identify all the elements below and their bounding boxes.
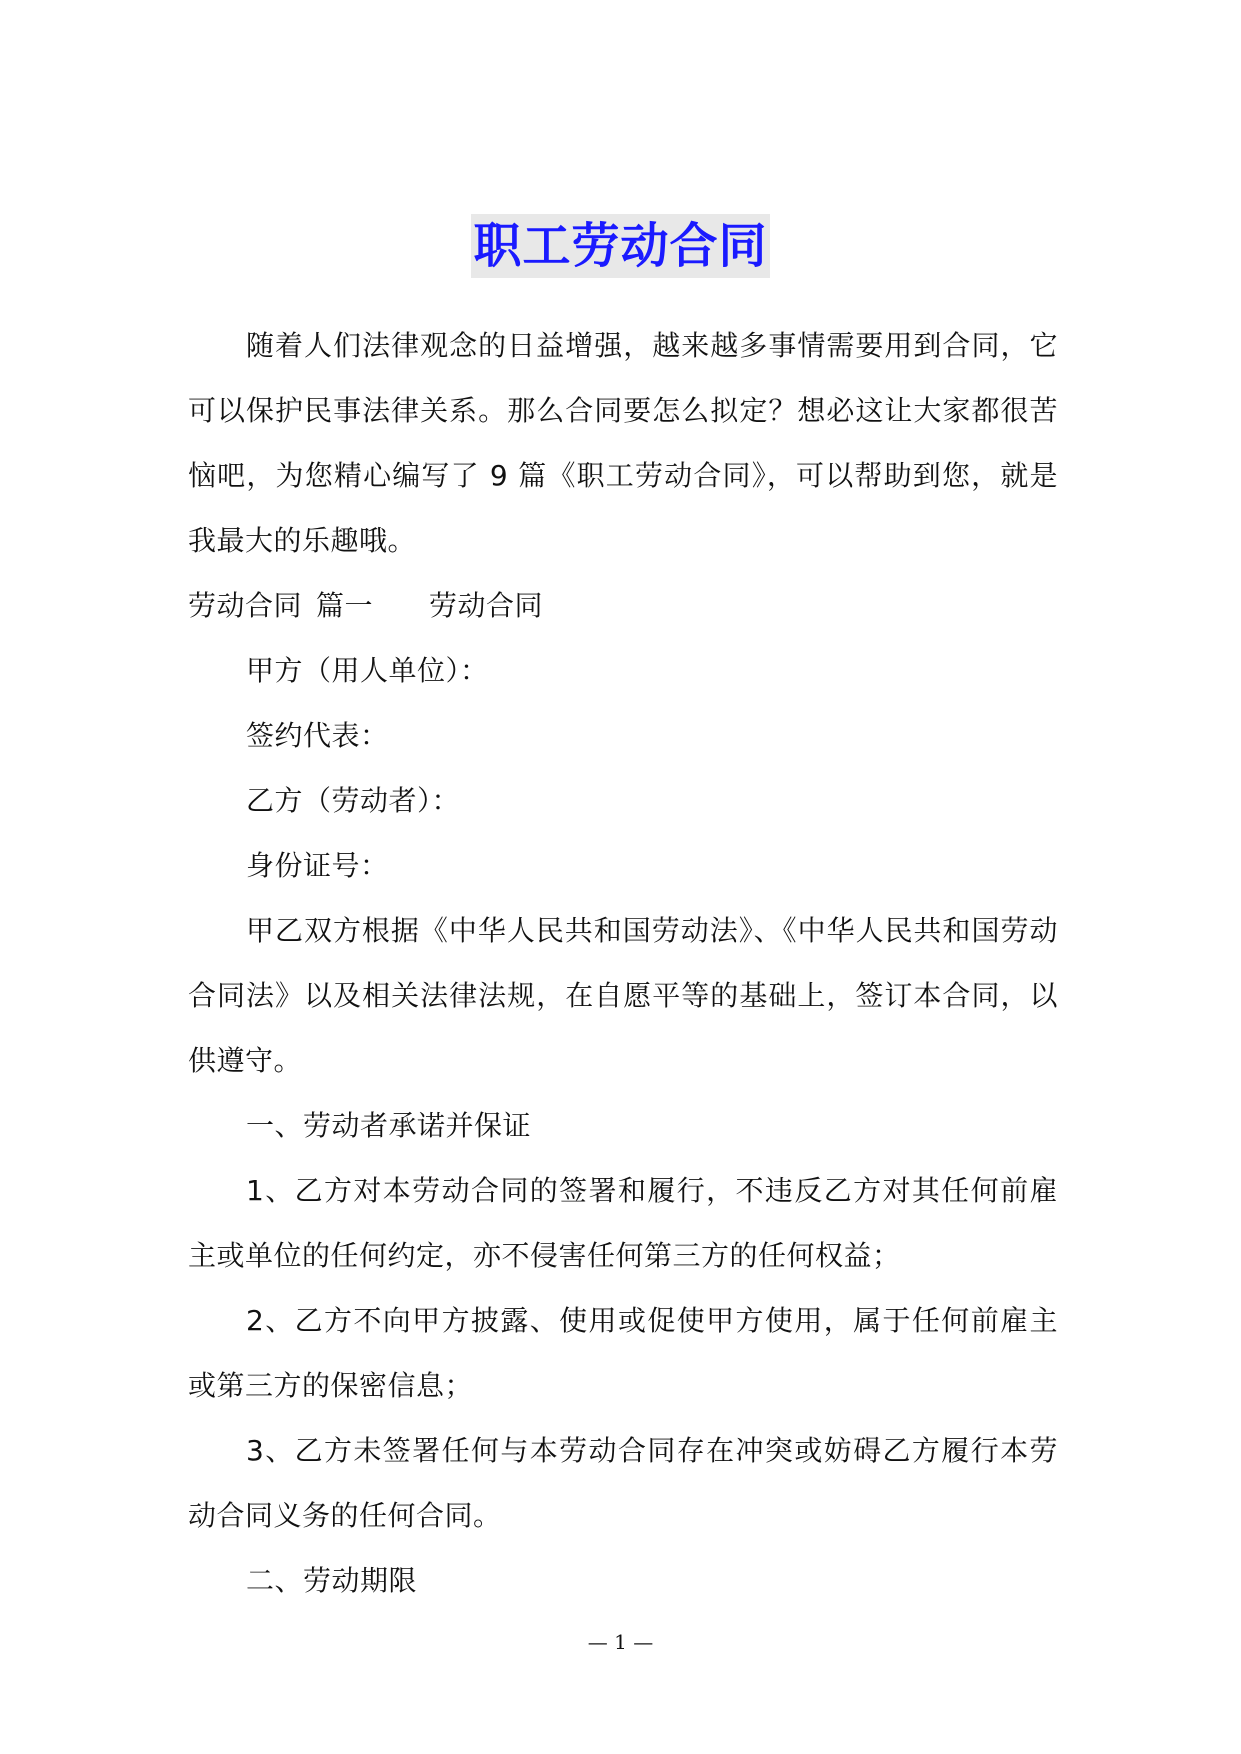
clause1-heading: 一、劳动者承诺并保证 xyxy=(246,1109,532,1142)
section-heading xyxy=(188,573,1058,638)
party-a-line: 甲方（用人单位）： xyxy=(246,654,489,687)
party-b-line: 乙方（劳动者）： xyxy=(246,784,461,817)
clause1-item-2: 2、乙方不向甲方披露、使用或促使甲方使用，属于任何前雇主或第三方的保密信息； xyxy=(188,1304,1058,1402)
representative-line: 签约代表： xyxy=(246,719,389,752)
section-heading-part2: 篇一 xyxy=(316,589,374,622)
section-heading-part1: 劳动合同 xyxy=(188,589,303,622)
page-number: — 1 — xyxy=(587,1630,654,1654)
section-heading-part3: 劳动合同 xyxy=(429,589,544,622)
document-body xyxy=(188,313,1058,1613)
id-number-line: 身份证号： xyxy=(246,849,389,882)
document-title: 职工劳动合同 xyxy=(471,214,769,278)
clause1-item-3: 3、乙方未签署任何与本劳动合同存在冲突或妨碍乙方履行本劳动合同义务的任何合同。 xyxy=(188,1434,1058,1532)
title-container xyxy=(0,214,1241,278)
intro-paragraph: 随着人们法律观念的日益增强，越来越多事情需要用到合同，它可以保护民事法律关系。那么合同要怎么拟定？想必这让大家都很苦恼吧，为您精心编写了 9 篇《职工劳动合同》，可以帮助到您，就是我最大的乐趣哦。 xyxy=(188,329,1058,557)
clause2-heading: 二、劳动期限 xyxy=(246,1564,418,1597)
preamble-paragraph: 甲乙双方根据《中华人民共和国劳动法》、《中华人民共和国劳动合同法》以及相关法律法规，在自愿平等的基础上，签订本合同，以供遵守。 xyxy=(188,914,1058,1077)
clause1-item-1: 1、乙方对本劳动合同的签署和履行，不违反乙方对其任何前雇主或单位的任何约定，亦不侵害任何第三方的任何权益； xyxy=(188,1174,1058,1272)
